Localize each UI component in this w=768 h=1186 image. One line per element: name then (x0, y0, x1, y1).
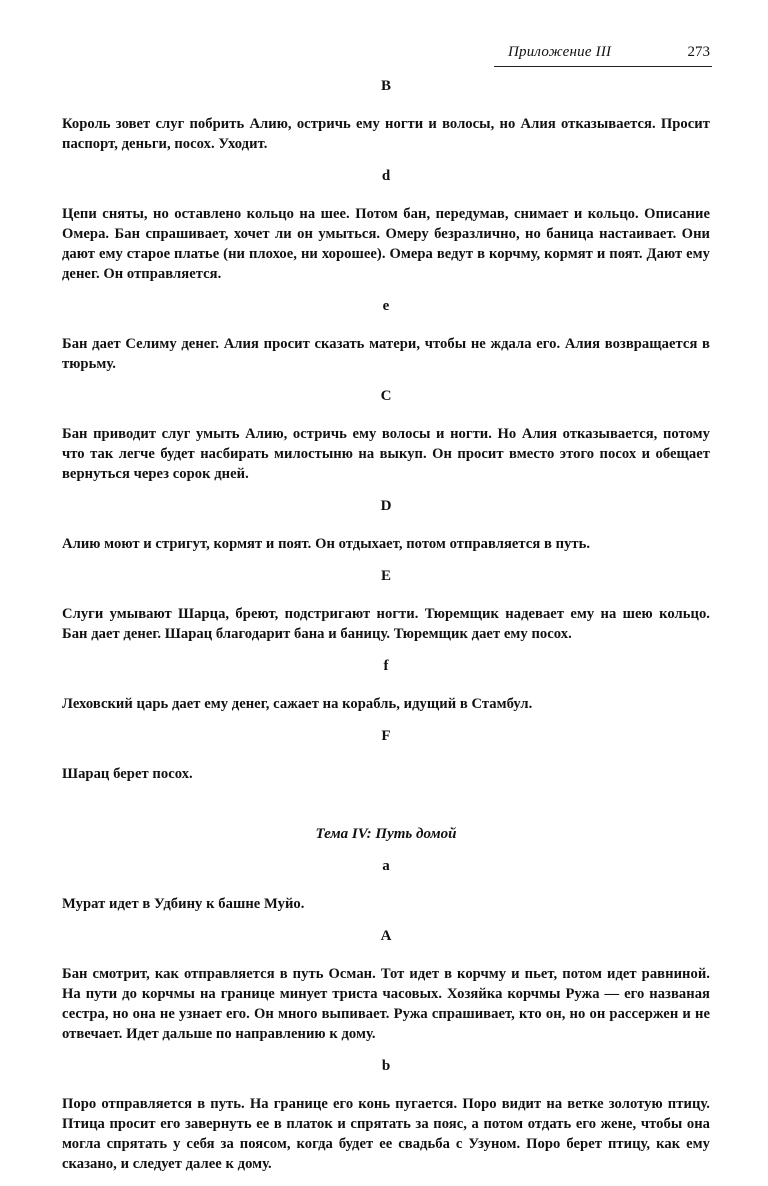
episode-marker: E (380, 568, 391, 584)
page-body (62, 64, 710, 1186)
episode-text: Мурат идет в Удбину к башне Муйо. (62, 896, 305, 912)
episode-text: Шарац берет посох. (62, 766, 193, 782)
episode-marker: C (380, 388, 392, 404)
episode-marker: b (381, 1058, 391, 1074)
episode-marker: a (382, 858, 390, 874)
episode-text: Король зовет слуг побрить Алию, остричь ему ногти и волосы, но Алия отказывается. Просит паспорт, деньги, посох. Уходит. (62, 116, 710, 152)
episode-marker: e (382, 298, 390, 314)
episode-text: Алию моют и стригут, кормят и поят. Он отдыхает, потом отправляется в путь. (62, 536, 591, 552)
episode-marker: B (380, 78, 391, 94)
episode-text: Бан смотрит, как отправляется в путь Осман. Тот идет в корчму и пьет, потом идет равниной. На пути до корчмы на границе минует триста часовых. Хозяйка корчмы Ружа — его названая сестра, но она не узнает его. Он много выпивает. Ружа спрашивает, кто он, но он рассержен и не отвечает. Идет дальше по направлению к дому. (62, 966, 710, 1042)
episode-marker: D (380, 498, 392, 514)
episode-text: Слуги умывают Шарца, бреют, подстригают ногти. Тюремщик надевает ему на шею кольцо. Бан дает денег. Шарац благодарит бана и баницу. Тюремщик дает ему посох. (62, 606, 710, 642)
episode-text: Бан дает Селиму денег. Алия просит сказать матери, чтобы не ждала его. Алия возвращается в тюрьму. (62, 336, 710, 372)
header-section-title: Приложение III (508, 44, 612, 60)
episode-text: Леховский царь дает ему денег, сажает на корабль, идущий в Стамбул. (62, 696, 533, 712)
episode-marker: F (381, 728, 391, 744)
theme-heading: Тема IV: Путь домой (315, 826, 457, 842)
episode-marker: A (380, 928, 392, 944)
page-number: 273 (687, 44, 710, 60)
episode-text: Бан приводит слуг умыть Алию, остричь ему волосы и ногти. Но Алия отказывается, потому что так легче будет насбирать милостыню на выкуп. Он просит вместо этого посох и обещает вернуться через сорок дней. (62, 426, 710, 482)
episode-marker: d (381, 168, 391, 184)
episode-marker: f (383, 658, 389, 674)
episode-text: Цепи сняты, но оставлено кольцо на шее. Потом бан, передумав, снимает и кольцо. Описание Омера. Бан спрашивает, хочет ли он умыться. Омеру безразлично, но баница настаивает. Они дают ему старое платье (ни плохое, ни хорошее). Омера ведут в корчму, кормят и поят. Дают ему денег. Он отправляется. (62, 206, 710, 282)
episode-text: Поро отправляется в путь. На границе его конь пугается. Поро видит на ветке золотую птицу. Птица просит его завернуть ее в платок и спрятать за пояс, а потом отдать его жене, чтобы она могла спрятать у себя за поясом, когда будет ее свадьба с Узуном. Поро берет птицу, как ему сказано, и следует далее к дому. (62, 1096, 710, 1172)
